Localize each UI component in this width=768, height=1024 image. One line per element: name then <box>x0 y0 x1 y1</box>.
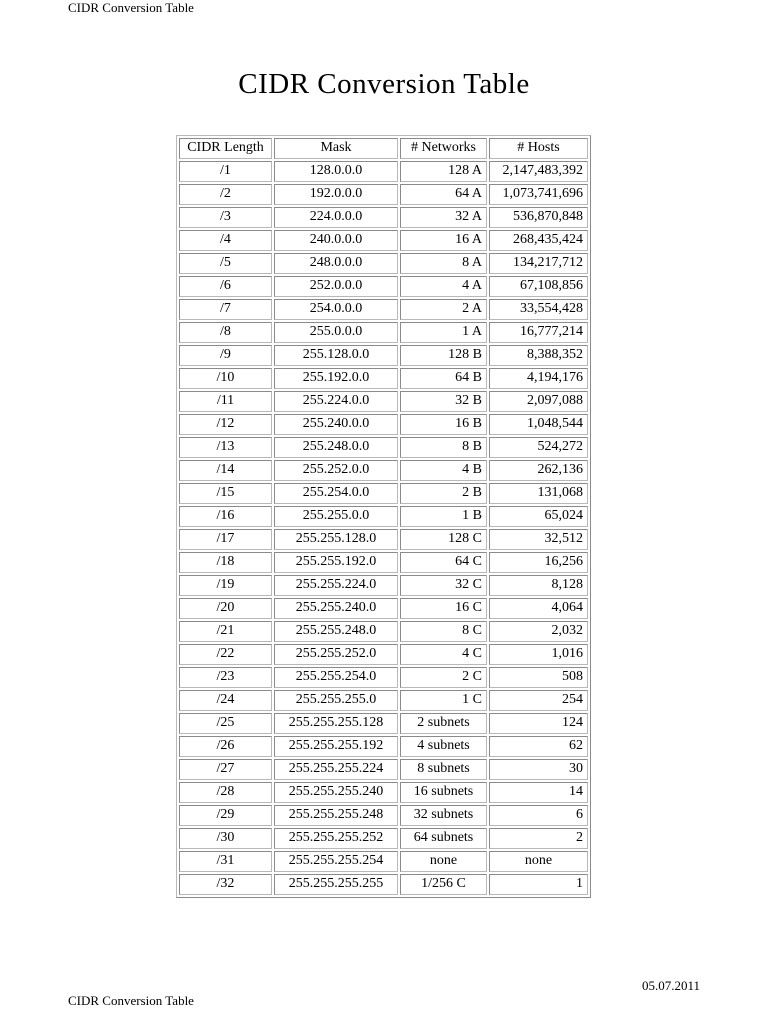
cell-hosts: 536,870,848 <box>489 207 588 228</box>
cell-cidr-length: /22 <box>179 644 272 665</box>
cell-mask: 255.254.0.0 <box>274 483 398 504</box>
cell-networks: 16 subnets <box>400 782 487 803</box>
cell-hosts: 134,217,712 <box>489 253 588 274</box>
cell-networks: 1 A <box>400 322 487 343</box>
table-row <box>179 874 588 895</box>
cell-mask: 255.255.255.248 <box>274 805 398 826</box>
cell-cidr-length: /8 <box>179 322 272 343</box>
cell-cidr-length: /7 <box>179 299 272 320</box>
cell-cidr-length: /6 <box>179 276 272 297</box>
cell-mask: 255.248.0.0 <box>274 437 398 458</box>
cell-hosts: 1 <box>489 874 588 895</box>
cell-hosts: 1,073,741,696 <box>489 184 588 205</box>
cell-mask: 255.224.0.0 <box>274 391 398 412</box>
cell-networks: 2 B <box>400 483 487 504</box>
cell-mask: 252.0.0.0 <box>274 276 398 297</box>
cell-mask: 255.255.254.0 <box>274 667 398 688</box>
table-row <box>179 161 588 182</box>
cell-hosts: 4,064 <box>489 598 588 619</box>
cell-networks: 16 C <box>400 598 487 619</box>
cell-hosts: 508 <box>489 667 588 688</box>
cell-hosts: 2,097,088 <box>489 391 588 412</box>
cell-networks: 8 B <box>400 437 487 458</box>
cell-cidr-length: /11 <box>179 391 272 412</box>
cell-cidr-length: /23 <box>179 667 272 688</box>
table-row <box>179 345 588 366</box>
table-row <box>179 552 588 573</box>
cell-hosts: 1,048,544 <box>489 414 588 435</box>
cell-cidr-length: /20 <box>179 598 272 619</box>
cell-networks: 4 B <box>400 460 487 481</box>
cell-networks: 32 C <box>400 575 487 596</box>
table-row <box>179 460 588 481</box>
cell-hosts: 131,068 <box>489 483 588 504</box>
cell-cidr-length: /25 <box>179 713 272 734</box>
cell-cidr-length: /15 <box>179 483 272 504</box>
table-row <box>179 253 588 274</box>
table-row <box>179 506 588 527</box>
page-title: CIDR Conversion Table <box>238 68 530 100</box>
cell-mask: 255.192.0.0 <box>274 368 398 389</box>
cell-cidr-length: /17 <box>179 529 272 550</box>
cell-hosts: none <box>489 851 588 872</box>
cell-networks: 8 C <box>400 621 487 642</box>
cell-hosts: 124 <box>489 713 588 734</box>
column-header-networks: # Networks <box>400 138 487 159</box>
cell-cidr-length: /14 <box>179 460 272 481</box>
cell-mask: 255.255.0.0 <box>274 506 398 527</box>
cell-hosts: 524,272 <box>489 437 588 458</box>
cell-networks: 1 B <box>400 506 487 527</box>
cell-mask: 255.255.255.0 <box>274 690 398 711</box>
cell-hosts: 8,128 <box>489 575 588 596</box>
cell-mask: 255.252.0.0 <box>274 460 398 481</box>
cell-cidr-length: /28 <box>179 782 272 803</box>
cell-mask: 192.0.0.0 <box>274 184 398 205</box>
cell-networks: 4 A <box>400 276 487 297</box>
cell-cidr-length: /16 <box>179 506 272 527</box>
cell-networks: 1 C <box>400 690 487 711</box>
cell-mask: 255.255.255.255 <box>274 874 398 895</box>
cell-hosts: 2 <box>489 828 588 849</box>
cell-mask: 255.255.192.0 <box>274 552 398 573</box>
cell-mask: 255.240.0.0 <box>274 414 398 435</box>
cell-hosts: 254 <box>489 690 588 711</box>
table-row <box>179 782 588 803</box>
table-row <box>179 230 588 251</box>
cell-cidr-length: /26 <box>179 736 272 757</box>
footer-date: 05.07.2011 <box>641 978 700 993</box>
cell-hosts: 32,512 <box>489 529 588 550</box>
cidr-table <box>176 135 591 898</box>
cell-mask: 255.255.240.0 <box>274 598 398 619</box>
cell-cidr-length: /12 <box>179 414 272 435</box>
table-row <box>179 690 588 711</box>
cell-hosts: 1,016 <box>489 644 588 665</box>
cell-mask: 255.255.248.0 <box>274 621 398 642</box>
column-header-cidr-length: CIDR Length <box>179 138 272 159</box>
cell-hosts: 14 <box>489 782 588 803</box>
table-row <box>179 667 588 688</box>
table-row <box>179 184 588 205</box>
cell-mask: 255.255.255.240 <box>274 782 398 803</box>
cell-mask: 255.255.224.0 <box>274 575 398 596</box>
cell-hosts: 67,108,856 <box>489 276 588 297</box>
cell-cidr-length: /4 <box>179 230 272 251</box>
table-row <box>179 437 588 458</box>
cell-cidr-length: /5 <box>179 253 272 274</box>
cell-hosts: 2,032 <box>489 621 588 642</box>
table-row <box>179 713 588 734</box>
column-header-hosts: # Hosts <box>489 138 588 159</box>
cell-cidr-length: /21 <box>179 621 272 642</box>
table-row <box>179 483 588 504</box>
cell-hosts: 16,256 <box>489 552 588 573</box>
cell-mask: 255.255.255.252 <box>274 828 398 849</box>
column-header-mask: Mask <box>274 138 398 159</box>
cell-networks: 4 subnets <box>400 736 487 757</box>
cell-cidr-length: /19 <box>179 575 272 596</box>
cell-mask: 255.255.255.224 <box>274 759 398 780</box>
cell-cidr-length: /30 <box>179 828 272 849</box>
table-row <box>179 276 588 297</box>
cell-cidr-length: /10 <box>179 368 272 389</box>
cell-networks: 2 A <box>400 299 487 320</box>
cell-networks: 64 A <box>400 184 487 205</box>
cell-networks: 4 C <box>400 644 487 665</box>
cell-networks: 8 A <box>400 253 487 274</box>
cell-hosts: 8,388,352 <box>489 345 588 366</box>
cell-cidr-length: /18 <box>179 552 272 573</box>
table-row <box>179 851 588 872</box>
table-row <box>179 207 588 228</box>
table-row <box>179 759 588 780</box>
cell-hosts: 2,147,483,392 <box>489 161 588 182</box>
cell-networks: 64 C <box>400 552 487 573</box>
cell-cidr-length: /31 <box>179 851 272 872</box>
cell-networks: 1/256 C <box>400 874 487 895</box>
cell-networks: 2 C <box>400 667 487 688</box>
table-row <box>179 322 588 343</box>
cell-mask: 255.255.255.128 <box>274 713 398 734</box>
cell-networks: 32 A <box>400 207 487 228</box>
table-container <box>176 135 591 898</box>
cell-mask: 255.255.255.254 <box>274 851 398 872</box>
cell-mask: 255.255.128.0 <box>274 529 398 550</box>
table-row <box>179 805 588 826</box>
table-body <box>179 161 588 895</box>
cell-cidr-length: /3 <box>179 207 272 228</box>
cell-networks: 32 subnets <box>400 805 487 826</box>
cell-hosts: 65,024 <box>489 506 588 527</box>
table-row <box>179 621 588 642</box>
table-row <box>179 736 588 757</box>
cell-mask: 128.0.0.0 <box>274 161 398 182</box>
cell-hosts: 33,554,428 <box>489 299 588 320</box>
cell-mask: 255.0.0.0 <box>274 322 398 343</box>
cell-cidr-length: /9 <box>179 345 272 366</box>
cell-hosts: 262,136 <box>489 460 588 481</box>
cell-hosts: 4,194,176 <box>489 368 588 389</box>
cell-hosts: 268,435,424 <box>489 230 588 251</box>
cell-networks: 128 B <box>400 345 487 366</box>
table-row <box>179 828 588 849</box>
table-row <box>179 299 588 320</box>
page-header: CIDR Conversion Table <box>68 0 194 15</box>
table-row <box>179 391 588 412</box>
cell-cidr-length: /24 <box>179 690 272 711</box>
cell-networks: 8 subnets <box>400 759 487 780</box>
page-footer: CIDR Conversion Table <box>68 993 194 1008</box>
cell-mask: 240.0.0.0 <box>274 230 398 251</box>
table-row <box>179 368 588 389</box>
cell-hosts: 62 <box>489 736 588 757</box>
cell-cidr-length: /13 <box>179 437 272 458</box>
cell-mask: 254.0.0.0 <box>274 299 398 320</box>
table-row <box>179 598 588 619</box>
table-row <box>179 529 588 550</box>
table-row <box>179 644 588 665</box>
cell-mask: 255.255.252.0 <box>274 644 398 665</box>
cell-cidr-length: /27 <box>179 759 272 780</box>
cell-cidr-length: /2 <box>179 184 272 205</box>
table-header-row <box>179 138 588 159</box>
cell-hosts: 30 <box>489 759 588 780</box>
cell-mask: 224.0.0.0 <box>274 207 398 228</box>
cell-networks: none <box>400 851 487 872</box>
cell-mask: 255.128.0.0 <box>274 345 398 366</box>
cell-networks: 16 B <box>400 414 487 435</box>
cell-cidr-length: /29 <box>179 805 272 826</box>
cell-networks: 32 B <box>400 391 487 412</box>
table-row <box>179 414 588 435</box>
cell-mask: 255.255.255.192 <box>274 736 398 757</box>
cell-networks: 16 A <box>400 230 487 251</box>
table-row <box>179 575 588 596</box>
cell-networks: 128 C <box>400 529 487 550</box>
cell-networks: 128 A <box>400 161 487 182</box>
cell-mask: 248.0.0.0 <box>274 253 398 274</box>
cell-networks: 64 B <box>400 368 487 389</box>
cell-hosts: 16,777,214 <box>489 322 588 343</box>
cell-networks: 2 subnets <box>400 713 487 734</box>
cell-cidr-length: /32 <box>179 874 272 895</box>
cell-cidr-length: /1 <box>179 161 272 182</box>
cell-hosts: 6 <box>489 805 588 826</box>
cell-networks: 64 subnets <box>400 828 487 849</box>
